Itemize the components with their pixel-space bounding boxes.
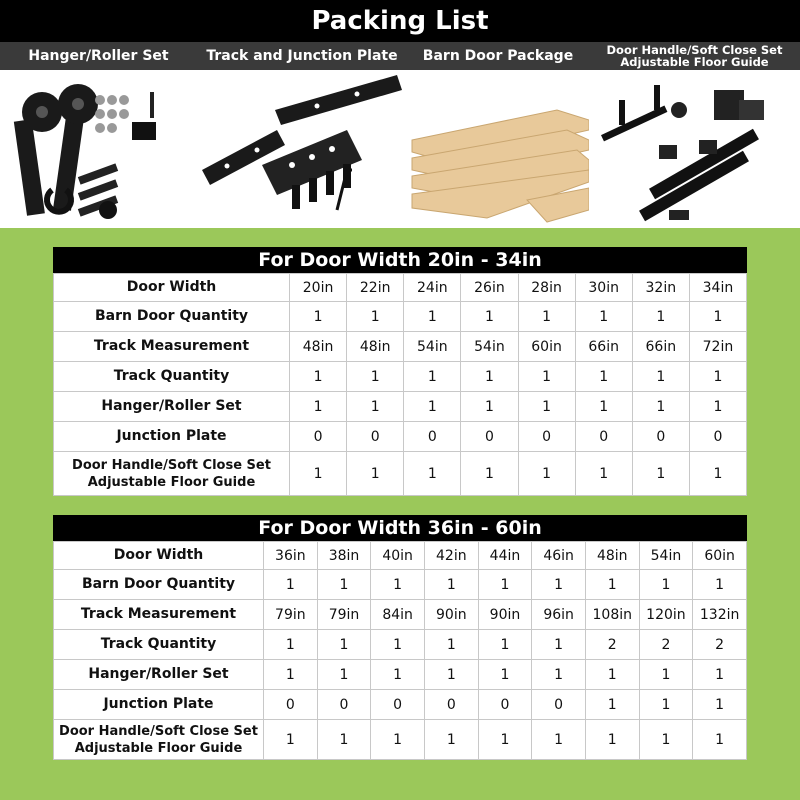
- package-label-line2: Adjustable Floor Guide: [620, 55, 769, 69]
- table-cell: 1: [461, 302, 518, 332]
- table-row: [54, 690, 747, 720]
- table-cell: 1: [290, 302, 347, 332]
- table-cell: 72in: [689, 332, 746, 362]
- table-cell: 0: [689, 422, 746, 452]
- row-label: Barn Door Quantity: [54, 570, 264, 600]
- table-cell: 120in: [639, 600, 693, 630]
- table-row: [54, 542, 747, 570]
- table-cell: 1: [347, 452, 404, 496]
- table-cell: 1: [404, 392, 461, 422]
- table-cell: 1: [585, 660, 639, 690]
- table-cell: 0: [371, 690, 425, 720]
- table-cell: 1: [575, 392, 632, 422]
- table-cell: 1: [632, 452, 689, 496]
- table-cell: 1: [290, 392, 347, 422]
- row-label-line2: Adjustable Floor Guide: [87, 474, 256, 490]
- table-cell: 1: [424, 720, 478, 760]
- table-cell: 1: [632, 362, 689, 392]
- table-cell: 1: [518, 302, 575, 332]
- table-cell: 2: [585, 630, 639, 660]
- table-cell: 90in: [478, 600, 532, 630]
- table-cell: 1: [639, 660, 693, 690]
- table-cell: 1: [347, 362, 404, 392]
- table-cell: 1: [693, 660, 747, 690]
- table-cell: 1: [424, 630, 478, 660]
- table-cell: 1: [585, 690, 639, 720]
- table-cell: 1: [424, 570, 478, 600]
- table-cell: 1: [371, 720, 425, 760]
- table-cell: 66in: [632, 332, 689, 362]
- table-cell: 1: [317, 720, 371, 760]
- table-cell: 1: [404, 302, 461, 332]
- row-label: Door Width: [54, 542, 264, 570]
- table-cell: 1: [404, 362, 461, 392]
- table-cell: 1: [689, 302, 746, 332]
- table-cell: 1: [347, 392, 404, 422]
- table-cell: 66in: [575, 332, 632, 362]
- table-cell: 1: [585, 720, 639, 760]
- table-row: [54, 660, 747, 690]
- table-cell: 1: [532, 720, 586, 760]
- handle-softclose-image: [589, 70, 800, 228]
- table-cell: 1: [693, 690, 747, 720]
- table-cell: 1: [639, 570, 693, 600]
- table-cell: 1: [290, 452, 347, 496]
- row-label: Barn Door Quantity: [54, 302, 290, 332]
- table-cell: 96in: [532, 600, 586, 630]
- table-cell: 1: [478, 630, 532, 660]
- table-cell: 1: [639, 690, 693, 720]
- table-row: [54, 392, 747, 422]
- table-cell: 60in: [518, 332, 575, 362]
- row-label: Hanger/Roller Set: [54, 392, 290, 422]
- table-cell: 0: [290, 422, 347, 452]
- table-cell: 1: [693, 720, 747, 760]
- table-cell: 1: [689, 392, 746, 422]
- table-row: [54, 600, 747, 630]
- table-cell: 1: [371, 630, 425, 660]
- table-cell: 79in: [317, 600, 371, 630]
- package-label: Barn Door Package: [407, 42, 589, 70]
- row-label: Track Measurement: [54, 600, 264, 630]
- table-row: [54, 422, 747, 452]
- table-cell: 20in: [290, 274, 347, 302]
- package-barn-door: [407, 42, 589, 228]
- package-label: Hanger/Roller Set: [0, 42, 197, 70]
- table-cell: 0: [575, 422, 632, 452]
- table-cell: 0: [347, 422, 404, 452]
- packages-band: [0, 42, 800, 228]
- table-cell: 108in: [585, 600, 639, 630]
- table-cell: 1: [264, 720, 318, 760]
- package-label-line1: Door Handle/Soft Close Set: [606, 43, 783, 57]
- table-cell: 0: [632, 422, 689, 452]
- table-row: [54, 302, 747, 332]
- row-label: Hanger/Roller Set: [54, 660, 264, 690]
- table-cell: 84in: [371, 600, 425, 630]
- table-cell: 1: [532, 570, 586, 600]
- table-cell: 1: [290, 362, 347, 392]
- table-cell: 42in: [424, 542, 478, 570]
- table-cell: 1: [693, 570, 747, 600]
- table-cell: 0: [478, 690, 532, 720]
- table-row: [54, 570, 747, 600]
- table-cell: 1: [575, 362, 632, 392]
- table-cell: 28in: [518, 274, 575, 302]
- table-cell: 1: [478, 570, 532, 600]
- table-cell: 132in: [693, 600, 747, 630]
- table-cell: 38in: [317, 542, 371, 570]
- table-cell: 1: [317, 660, 371, 690]
- table-cell: 1: [585, 570, 639, 600]
- table-cell: 1: [632, 392, 689, 422]
- table-row: [54, 452, 747, 496]
- table-cell: 1: [264, 660, 318, 690]
- hanger-roller-image: [0, 70, 197, 228]
- table-row: [54, 362, 747, 392]
- table-cell: 1: [532, 630, 586, 660]
- package-track-junction: [197, 42, 407, 228]
- table-cell: 1: [478, 660, 532, 690]
- table-cell: 1: [575, 452, 632, 496]
- table-cell: 1: [461, 362, 518, 392]
- table-cell: 0: [532, 690, 586, 720]
- table-cell: 1: [371, 570, 425, 600]
- table-cell: 26in: [461, 274, 518, 302]
- table-cell: 1: [404, 452, 461, 496]
- table-cell: 60in: [693, 542, 747, 570]
- table-cell: 36in: [264, 542, 318, 570]
- row-label-line1: Door Handle/Soft Close Set: [72, 457, 271, 473]
- table-row: [54, 274, 747, 302]
- table-cell: 1: [518, 452, 575, 496]
- table-cell: 0: [317, 690, 371, 720]
- table-cell: 32in: [632, 274, 689, 302]
- table-cell: 0: [518, 422, 575, 452]
- table-cell: 90in: [424, 600, 478, 630]
- row-label: [54, 452, 290, 496]
- track-junction-image: [197, 70, 407, 228]
- table-cell: 1: [371, 660, 425, 690]
- table-grid: [53, 541, 747, 760]
- table-cell: 0: [264, 690, 318, 720]
- table-cell: 48in: [347, 332, 404, 362]
- table-cell: 1: [639, 720, 693, 760]
- row-label: Junction Plate: [54, 422, 290, 452]
- table-grid: [53, 273, 747, 496]
- table-cell: 48in: [290, 332, 347, 362]
- table-cell: 1: [632, 302, 689, 332]
- table-20-34: [53, 247, 747, 496]
- row-label: Track Measurement: [54, 332, 290, 362]
- package-hanger-roller: [0, 42, 197, 228]
- table-cell: 54in: [404, 332, 461, 362]
- table-row: [54, 720, 747, 760]
- table-36-60: [53, 515, 747, 760]
- table-cell: 22in: [347, 274, 404, 302]
- table-cell: 1: [264, 630, 318, 660]
- table-cell: 1: [689, 362, 746, 392]
- table-cell: 1: [317, 570, 371, 600]
- table-cell: 48in: [585, 542, 639, 570]
- table-cell: 2: [639, 630, 693, 660]
- table-cell: 0: [424, 690, 478, 720]
- table-cell: 1: [575, 302, 632, 332]
- table-cell: 1: [461, 392, 518, 422]
- row-label-line2: Adjustable Floor Guide: [74, 740, 243, 756]
- table-cell: 40in: [371, 542, 425, 570]
- table-cell: 46in: [532, 542, 586, 570]
- table-cell: 34in: [689, 274, 746, 302]
- table-cell: 0: [461, 422, 518, 452]
- table-cell: 30in: [575, 274, 632, 302]
- table-cell: 44in: [478, 542, 532, 570]
- table-cell: 1: [424, 660, 478, 690]
- table-cell: 54in: [639, 542, 693, 570]
- row-label: Track Quantity: [54, 362, 290, 392]
- table-cell: 1: [689, 452, 746, 496]
- row-label: Track Quantity: [54, 630, 264, 660]
- table-cell: 1: [478, 720, 532, 760]
- table-cell: 24in: [404, 274, 461, 302]
- package-label: Track and Junction Plate: [197, 42, 407, 70]
- table-cell: 1: [264, 570, 318, 600]
- table-cell: 1: [518, 392, 575, 422]
- table-row: [54, 332, 747, 362]
- row-label: [54, 720, 264, 760]
- table-cell: 2: [693, 630, 747, 660]
- row-label-line1: Door Handle/Soft Close Set: [59, 723, 258, 739]
- table-cell: 1: [317, 630, 371, 660]
- table-cell: 1: [518, 362, 575, 392]
- package-handle-softclose: [589, 42, 800, 228]
- barn-door-image: [407, 70, 589, 228]
- page-title: Packing List: [0, 0, 800, 42]
- table-cell: 79in: [264, 600, 318, 630]
- table-heading: For Door Width 36in - 60in: [53, 515, 747, 541]
- row-label: Door Width: [54, 274, 290, 302]
- table-cell: 54in: [461, 332, 518, 362]
- table-cell: 1: [347, 302, 404, 332]
- row-label: Junction Plate: [54, 690, 264, 720]
- package-label: [589, 42, 800, 70]
- table-row: [54, 630, 747, 660]
- table-cell: 1: [532, 660, 586, 690]
- table-cell: 0: [404, 422, 461, 452]
- table-cell: 1: [461, 452, 518, 496]
- table-heading: For Door Width 20in - 34in: [53, 247, 747, 273]
